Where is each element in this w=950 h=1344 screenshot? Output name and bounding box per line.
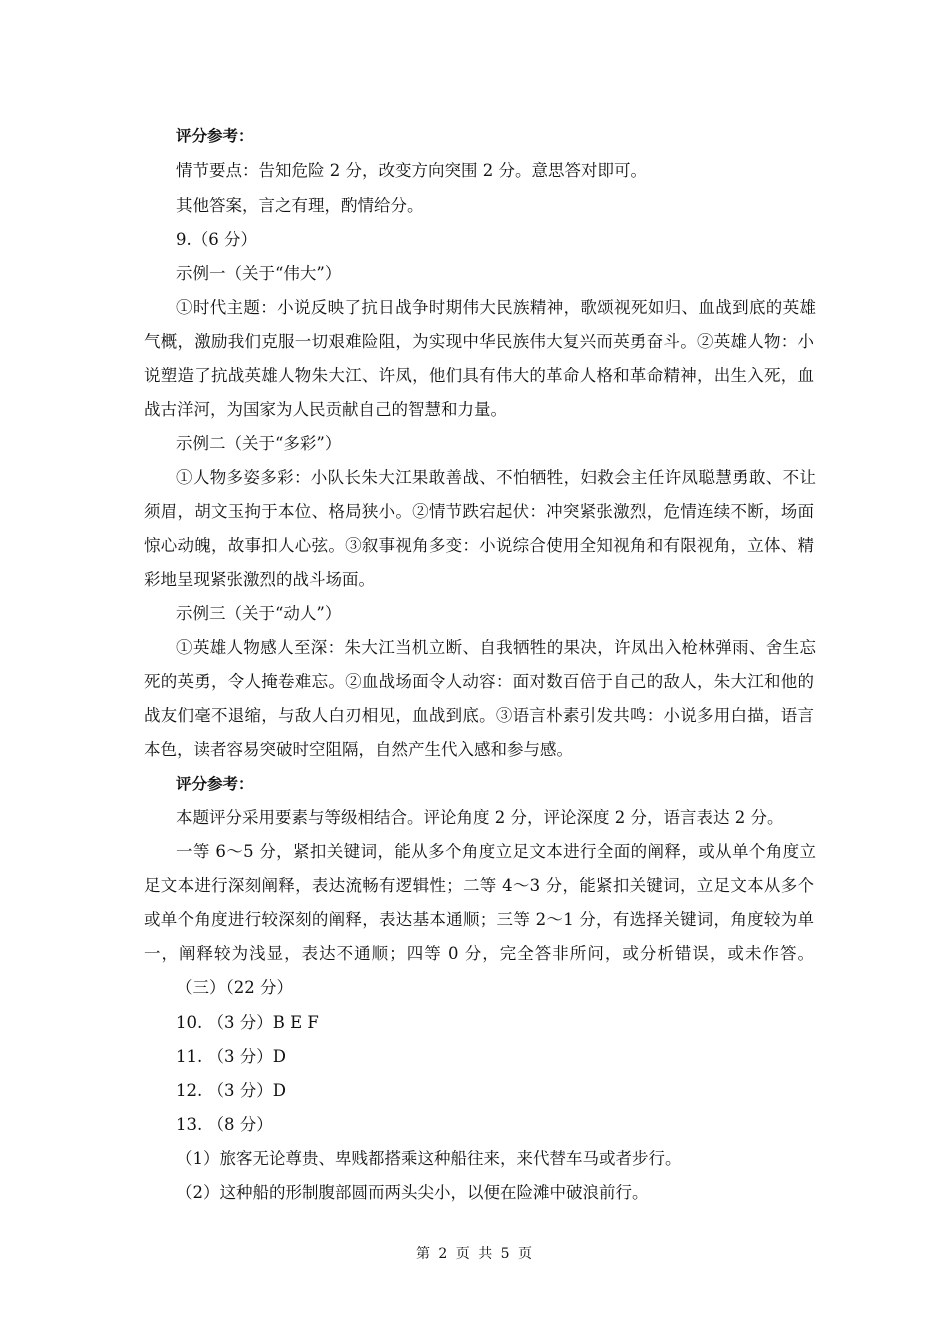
plot-points-text: 情节要点：告知危险 2 分，改变方向突围 2 分。意思答对即可。 [176, 161, 647, 180]
grading-reference-label: 评分参考： [176, 127, 254, 145]
example-2-line: 彩地呈现紧张激烈的战斗场面。 [144, 570, 375, 589]
question-11-answer: 11. （3 分）D [176, 1047, 286, 1066]
grading-levels-line: 一等 6～5 分，紧扣关键词，能从多个角度立足文本进行全面的阐释，或从单个角度立 [176, 842, 816, 861]
other-answers-text: 其他答案，言之有理，酌情给分。 [176, 196, 424, 215]
grading-reference-label: 评分参考： [176, 775, 254, 793]
question-13-header: 13. （8 分） [176, 1115, 273, 1134]
grading-levels-line: 一，阐释较为浅显，表达不通顺；四等 0 分，完全答非所问，或分析错误，或未作答。 [144, 944, 814, 963]
page-footer: 第 2 页 共 5 页 [415, 1246, 535, 1262]
example-3-line: 本色，读者容易突破时空阻隔，自然产生代入感和参与感。 [144, 740, 573, 759]
example-3-line: 战友们毫不退缩，与敌人白刃相见，血战到底。③语言朴素引发共鸣：小说多用白描，语言 [144, 706, 814, 725]
example-2-line: 惊心动魄，故事扣人心弦。③叙事视角多变：小说综合使用全知视角和有限视角，立体、精 [144, 536, 814, 555]
section-3-header: （三）（22 分） [176, 978, 293, 997]
example-1-title: 示例一（关于“伟大”） [176, 264, 342, 283]
question-10-answer: 10. （3 分）B E F [176, 1013, 319, 1032]
example-1-line: 说塑造了抗战英雄人物朱大江、许凤，他们具有伟大的革命人格和革命精神，出生入死，血 [144, 366, 814, 385]
example-3-line: 死的英勇，令人掩卷难忘。②血战场面令人动容：面对数百倍于自己的敌人，朱大江和他的 [144, 672, 814, 691]
example-3-line: ①英雄人物感人至深：朱大江当机立断、自我牺牲的果决，许凤出入枪林弹雨、舍生忘 [176, 638, 816, 657]
example-1-line: ①时代主题：小说反映了抗日战争时期伟大民族精神，歌颂视死如归、血战到底的英雄 [176, 298, 816, 317]
question-13-part-1: （1）旅客无论尊贵、卑贱都搭乘这种船往来，来代替车马或者步行。 [176, 1149, 682, 1168]
example-2-line: 须眉，胡文玉拘于本位、格局狭小。②情节跌宕起伏：冲突紧张激烈，危情连续不断，场面 [144, 502, 814, 521]
example-3-title: 示例三（关于“动人”） [176, 604, 342, 623]
example-1-line: 气概，激励我们克服一切艰难险阻，为实现中华民族伟大复兴而英勇奋斗。②英雄人物：小 [144, 332, 814, 351]
example-2-line: ①人物多姿多彩：小队长朱大江果敢善战、不怕牺牲，妇救会主任许凤聪慧勇敢、不让 [176, 468, 816, 487]
grading-levels-line: 足文本进行深刻阐释，表达流畅有逻辑性；二等 4～3 分，能紧扣关键词，立足文本从多个 [144, 876, 814, 895]
question-13-part-2: （2）这种船的形制腹部圆而两头尖小，以便在险滩中破浪前行。 [176, 1183, 649, 1202]
example-2-title: 示例二（关于“多彩”） [176, 434, 342, 453]
grading-levels-line: 或单个角度进行较深刻的阐释，表达基本通顺；三等 2～1 分，有选择关键词，角度较为单 [144, 910, 814, 929]
example-1-line: 战古洋河，为国家为人民贡献自己的智慧和力量。 [144, 400, 507, 419]
grading-intro-text: 本题评分采用要素与等级相结合。评论角度 2 分，评论深度 2 分，语言表达 2 分。 [176, 808, 784, 827]
question-12-answer: 12. （3 分）D [176, 1081, 286, 1100]
question-9-header: 9.（6 分） [176, 230, 257, 249]
